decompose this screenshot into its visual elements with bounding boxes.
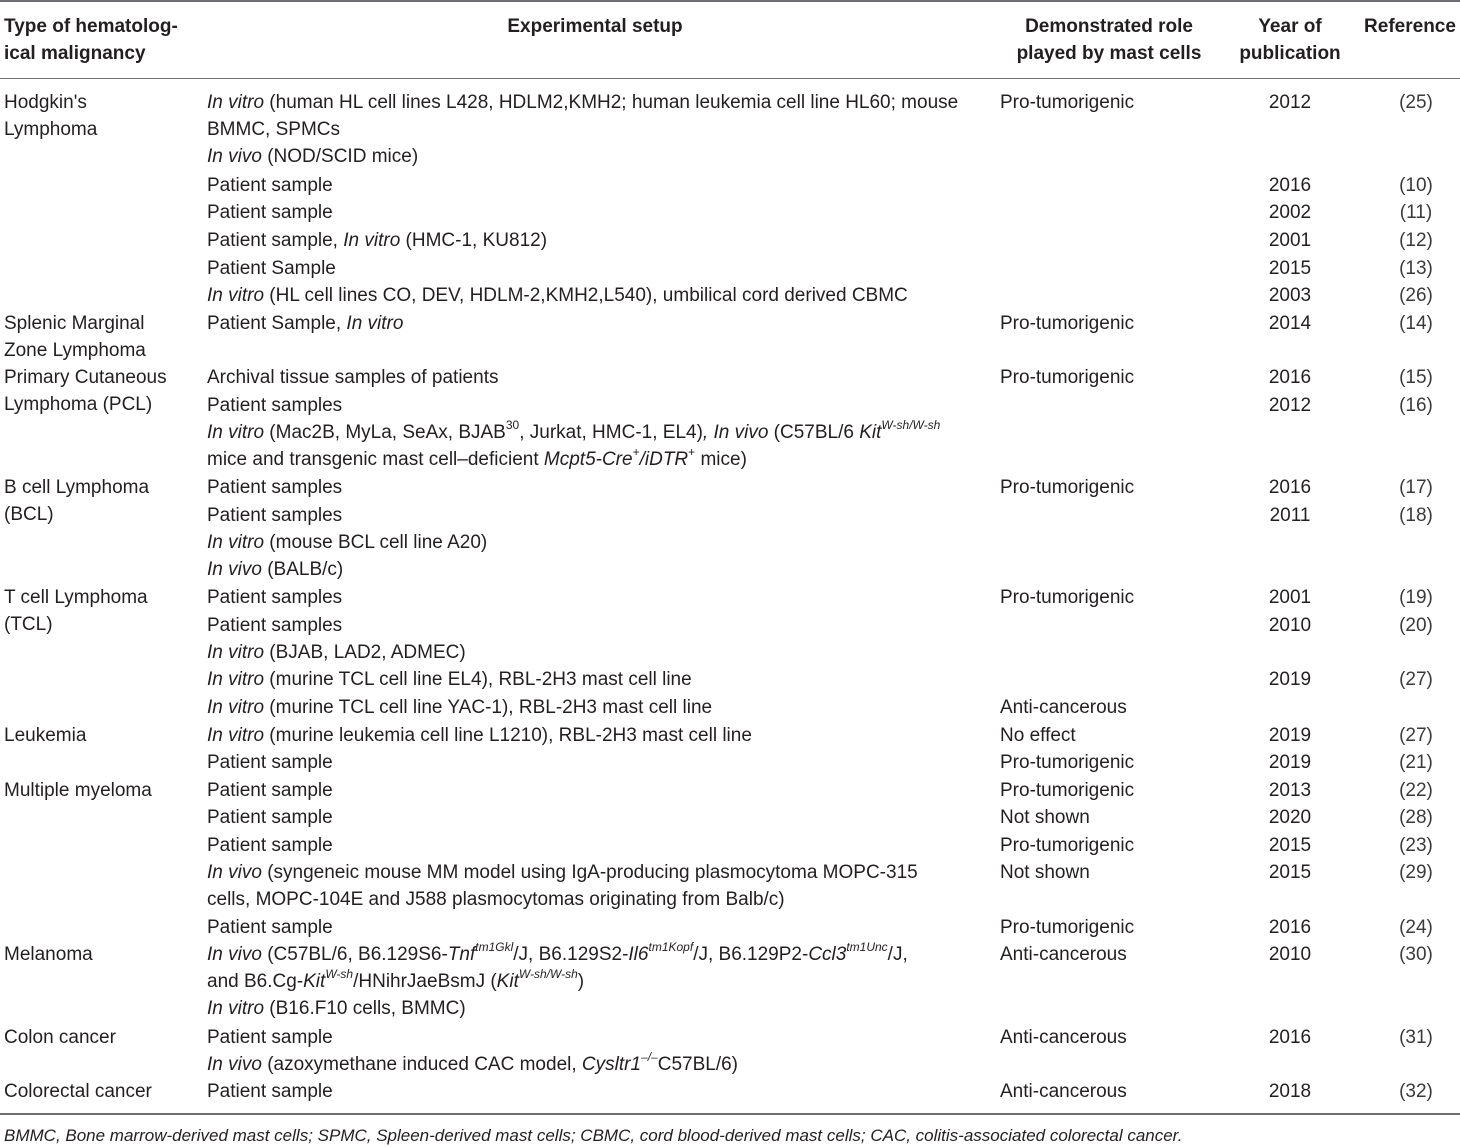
cell-setup: In vitro (HL cell lines CO, DEV, HDLM-2,KMH2,L540), umbilical cord derived CBMC: [207, 285, 908, 306]
cell-setup: Patient sample: [207, 807, 333, 828]
cell-year: 2019: [1268, 669, 1312, 690]
cell-year: 2016: [1268, 477, 1312, 498]
cell-setup: Archival tissue samples of patients: [207, 367, 499, 388]
cell-year: 2016: [1268, 175, 1312, 196]
cell-setup: In vitro (murine TCL cell line YAC-1), RBL-2H3 mast cell line: [207, 697, 713, 718]
cell-type: T cell Lymphoma (TCL): [4, 587, 148, 635]
cell-setup: Patient samples: [207, 477, 343, 498]
cell-type: Colon cancer: [4, 1027, 116, 1048]
cell-reference: (20): [1399, 615, 1433, 636]
cell-year: 2014: [1268, 313, 1312, 334]
cell-reference: (10): [1399, 175, 1433, 196]
cell-reference: (11): [1399, 202, 1433, 223]
cell-reference: (17): [1399, 477, 1433, 498]
header-role: Demonstrated role played by mast cells: [1016, 16, 1202, 64]
cell-setup: In vivo (syngeneic mouse MM model using IgA-producing plasmocytoma MOPC-315 cells, MOPC-104E and J588 plasmocytomas originating from Balb/c): [207, 862, 918, 910]
cell-year: 2018: [1268, 1081, 1312, 1102]
cell-role: Pro-tumorigenic: [1000, 752, 1135, 773]
cell-setup: Patient Sample: [207, 258, 336, 279]
cell-reference: (25): [1399, 92, 1433, 113]
bottom-rule: [0, 1113, 1460, 1115]
cell-year: 2015: [1268, 835, 1312, 856]
cell-reference: (31): [1399, 1027, 1433, 1048]
cell-type: Colorectal cancer: [4, 1081, 152, 1102]
cell-setup: Patient samples In vitro (mouse BCL cell line A20) In vivo (BALB/c): [207, 505, 488, 580]
cell-year: 2019: [1268, 725, 1312, 746]
cell-year: 2001: [1268, 587, 1312, 608]
cell-year: 2002: [1268, 202, 1312, 223]
cell-setup: In vitro (murine leukemia cell line L1210), RBL-2H3 mast cell line: [207, 725, 752, 746]
cell-role: Pro-tumorigenic: [1000, 917, 1135, 938]
cell-role: Pro-tumorigenic: [1000, 835, 1135, 856]
cell-reference: (19): [1399, 587, 1433, 608]
cell-year: 2013: [1268, 780, 1312, 801]
cell-setup: Patient samples In vitro (BJAB, LAD2, ADMEC): [207, 615, 466, 663]
cell-type: Hodgkin's Lymphoma: [4, 92, 98, 140]
top-rule: [0, 0, 1460, 2]
cell-setup: In vitro (murine TCL cell line EL4), RBL-2H3 mast cell line: [207, 669, 692, 690]
cell-type: Splenic Marginal Zone Lymphoma: [4, 313, 146, 361]
cell-type: Multiple myeloma: [4, 780, 152, 801]
cell-setup: Patient Sample, In vitro: [207, 313, 404, 334]
cell-reference: (14): [1399, 313, 1433, 334]
cell-setup: Patient sample: [207, 917, 333, 938]
cell-setup: Patient sample: [207, 752, 333, 773]
cell-role: Anti-cancerous: [1000, 944, 1127, 965]
cell-year: 2010: [1268, 944, 1312, 965]
header-type: Type of hematolog- ical malignancy: [4, 16, 178, 64]
cell-type: Primary Cutaneous Lymphoma (PCL): [4, 367, 167, 415]
cell-role: Pro-tumorigenic: [1000, 587, 1135, 608]
cell-setup: In vitro (Mac2B, MyLa, SeAx, BJAB$^{30}$, Jurkat, HMC-1, EL4), In vivo (C57BL/6 Kit$^{W-sh/W-sh}$ mice and transgenic mast cell–deficient Mcpt5-Cre+/iDTR+ mice): [207, 417, 941, 470]
cell-role: Anti-cancerous: [1000, 697, 1127, 718]
cell-reference: (18): [1399, 505, 1433, 526]
cell-setup: Patient samples: [207, 587, 343, 608]
cell-year: 2011: [1269, 505, 1311, 526]
cell-type: Melanoma: [4, 944, 93, 965]
cell-reference: (29): [1399, 862, 1433, 883]
cell-role: Pro-tumorigenic: [1000, 367, 1135, 388]
cell-setup: Patient sample: [207, 780, 333, 801]
cell-reference: (24): [1399, 917, 1433, 938]
cell-setup: Patient sample: [207, 202, 333, 223]
cell-year: 2016: [1268, 1027, 1312, 1048]
cell-role: Not shown: [1000, 807, 1090, 828]
cell-year: 2016: [1268, 367, 1312, 388]
cell-year: 2015: [1268, 862, 1312, 883]
cell-reference: (32): [1399, 1081, 1433, 1102]
cell-setup: In vitro (human HL cell lines L428, HDLM2,KMH2; human leukemia cell line HL60; mouse BMMC, SPMCs In vivo (NOD/SCID mice): [207, 92, 959, 167]
cell-setup: Patient sample, In vitro (HMC-1, KU812): [207, 230, 548, 251]
cell-reference: (26): [1399, 285, 1433, 306]
cell-year: 2012: [1268, 395, 1312, 416]
header-rule: [0, 78, 1460, 79]
cell-reference: (21): [1399, 752, 1433, 773]
footnote: BMMC, Bone marrow-derived mast cells; SPMC, Spleen-derived mast cells; CBMC, cord blood-derived mast cells; CAC, colitis-associated colorectal cancer.: [4, 1126, 1183, 1145]
cell-reference: (12): [1399, 230, 1433, 251]
cell-year: 2001: [1268, 230, 1312, 251]
cell-reference: (15): [1399, 367, 1433, 388]
cell-reference: (28): [1399, 807, 1433, 828]
cell-role: Pro-tumorigenic: [1000, 477, 1135, 498]
cell-year: 2012: [1268, 92, 1312, 113]
cell-role: Pro-tumorigenic: [1000, 780, 1135, 801]
cell-setup: Patient sample: [207, 1081, 333, 1102]
cell-year: 2010: [1268, 615, 1312, 636]
cell-reference: (27): [1399, 669, 1433, 690]
cell-role: Pro-tumorigenic: [1000, 92, 1135, 113]
cell-reference: (13): [1399, 258, 1433, 279]
cell-year: 2003: [1268, 285, 1312, 306]
cell-year: 2019: [1268, 752, 1312, 773]
cell-role: No effect: [1000, 725, 1076, 746]
cell-role: Not shown: [1000, 862, 1090, 883]
cell-reference: (16): [1399, 395, 1433, 416]
cell-year: 2016: [1268, 917, 1312, 938]
cell-role: Anti-cancerous: [1000, 1027, 1127, 1048]
cell-reference: (30): [1399, 944, 1433, 965]
cell-setup: Patient sample: [207, 835, 333, 856]
header-setup: Experimental setup: [507, 16, 683, 37]
cell-year: 2015: [1268, 258, 1312, 279]
header-reference: Reference: [1364, 16, 1456, 37]
cell-setup: Patient sample In vivo (azoxymethane induced CAC model, Cysltr1–/–C57BL/6): [207, 1027, 739, 1075]
cell-setup: In vivo (C57BL/6, B6.129S6-Tnf$^{tm1Gkl}$/J, $B6.129S2-Il6^{tm1Kopf}/J$, $B6.129P2-Ccl3^{tm1Unc}/J$, and B6.Cg-Kit$^{W-sh}$/HNihrJaeBsmJ (Kit$^{W-sh/W-sh}$) In vitro (B16.F10 cells, BMMC): [207, 939, 908, 1019]
cell-type: B cell Lymphoma (BCL): [4, 477, 150, 525]
cell-role: Anti-cancerous: [1000, 1081, 1127, 1102]
cell-reference: (22): [1399, 780, 1433, 801]
header-year: Year of publication: [1239, 16, 1341, 64]
cell-setup: Patient samples: [207, 395, 343, 416]
cell-reference: (27): [1399, 725, 1433, 746]
cell-reference: (23): [1399, 835, 1433, 856]
cell-role: Pro-tumorigenic: [1000, 313, 1135, 334]
cell-setup: Patient sample: [207, 175, 333, 196]
cell-type: Leukemia: [4, 725, 87, 746]
cell-year: 2020: [1268, 807, 1312, 828]
